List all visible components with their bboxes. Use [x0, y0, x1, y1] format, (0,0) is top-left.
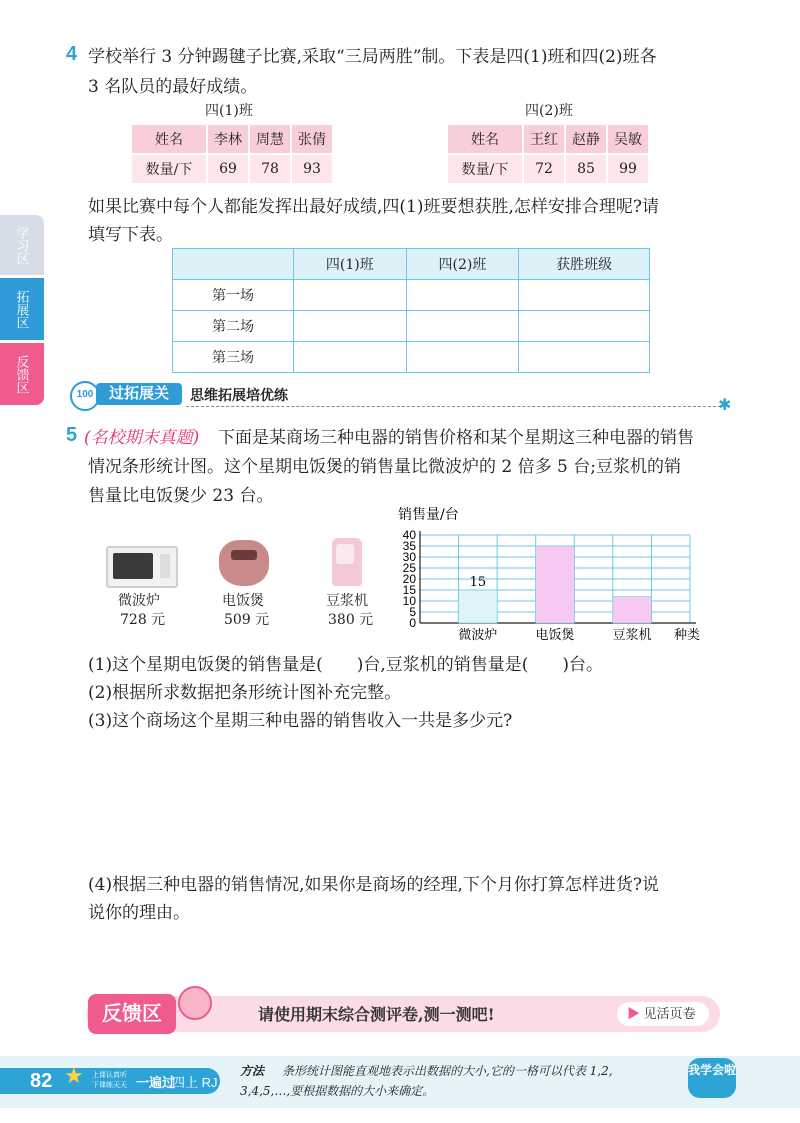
page-number: 82	[30, 1070, 53, 1092]
play-arrow-icon: ▶	[627, 1006, 641, 1021]
cell: 72	[523, 154, 565, 184]
y-tick-label: 35	[402, 539, 416, 553]
cell: 四(2)班	[406, 249, 519, 280]
side-tab-extend[interactable]	[0, 278, 44, 340]
q5-tag: (名校期末真题)	[84, 428, 200, 448]
class2-caption: 四(2)班	[525, 103, 573, 119]
star-icon: ✱	[718, 395, 732, 414]
cell: 99	[607, 154, 649, 184]
side-tab-feedback-label: 反馈区	[14, 354, 30, 394]
cell: 69	[207, 154, 249, 184]
side-tab-study-label: 学习区	[14, 225, 30, 265]
mascot-icon	[178, 986, 212, 1020]
bar-豆浆机	[613, 597, 652, 623]
learned-badge: 我学会啦	[688, 1058, 736, 1098]
section-logo-icon: 100	[70, 381, 100, 411]
sales-bar-chart	[390, 505, 730, 645]
method-text-2: 3,4,5,…,要根据数据的大小来确定。	[240, 1084, 435, 1098]
answer-cell[interactable]	[294, 311, 407, 342]
brand-name: 一遍过	[136, 1075, 176, 1090]
microwave-image	[106, 546, 178, 588]
product-price: 380 元	[328, 612, 374, 628]
q5-sub3: (3)这个商场这个星期三种电器的销售收入一共是多少元?	[88, 711, 513, 731]
q4-number: 4	[66, 43, 78, 65]
arrangement-table	[172, 248, 650, 373]
side-tab-study[interactable]	[0, 215, 44, 275]
product-name: 电饭煲	[222, 593, 264, 609]
cell: 赵静	[565, 125, 607, 154]
answer-cell[interactable]	[406, 280, 519, 311]
answer-cell[interactable]	[294, 280, 407, 311]
data-label: 15	[469, 575, 487, 590]
method-text-1: 条形统计图能直观地表示出数据的大小,它的一格可以代表 1,2,	[282, 1064, 613, 1078]
answer-cell[interactable]	[519, 342, 650, 373]
section-banner	[66, 381, 736, 414]
feedback-text: 请使用期末综合测评卷,测一测吧!	[258, 1005, 495, 1024]
answer-cell[interactable]	[406, 311, 519, 342]
q5-sub4-line2: 说你的理由。	[88, 903, 190, 923]
x-axis-label: 种类	[673, 628, 701, 643]
cell: 吴敏	[607, 125, 649, 154]
method-label: 方法	[240, 1064, 265, 1078]
y-tick-label: 10	[402, 594, 416, 608]
brand-slogan-2: 下课练天天	[92, 1082, 127, 1089]
feedback-label: 反馈区	[88, 994, 176, 1034]
cell: 85	[565, 154, 607, 184]
y-axis-label: 销售量/台	[398, 507, 459, 523]
y-tick-label: 25	[402, 561, 416, 575]
x-tick-label: 豆浆机	[612, 628, 652, 643]
section-line	[186, 406, 721, 407]
product-name: 豆浆机	[326, 593, 368, 609]
q5-number: 5	[66, 424, 78, 446]
see-sheet-button[interactable]	[617, 1002, 709, 1026]
q5-sub2: (2)根据所求数据把条形统计图补充完整。	[88, 683, 402, 703]
cell: 数量/下	[448, 154, 523, 184]
brand-star-icon: ★	[64, 1064, 84, 1089]
class1-score-table	[132, 125, 334, 185]
y-tick-label: 15	[402, 583, 416, 597]
class2-score-table	[448, 125, 650, 185]
side-tab-extend-label: 拓展区	[14, 289, 30, 329]
section-badge: 过拓展关	[96, 383, 182, 405]
cell: 李林	[207, 125, 249, 154]
y-tick-label: 40	[402, 528, 416, 542]
x-tick-label: 电饭煲	[535, 628, 575, 643]
row-label: 第二场	[173, 311, 294, 342]
section-title: 思维拓展培优练	[190, 387, 288, 403]
cell: 获胜班级	[519, 249, 650, 280]
answer-cell[interactable]	[519, 311, 650, 342]
q5-sub4-line1: (4)根据三种电器的销售情况,如果你是商场的经理,下个月你打算怎样进货?说	[88, 875, 660, 895]
cell: 王红	[523, 125, 565, 154]
rice-cooker-image	[219, 540, 269, 586]
soy-milk-maker-image	[332, 538, 362, 586]
cell	[173, 249, 294, 280]
q5-text-line1: 下面是某商场三种电器的销售价格和某个星期这三种电器的销售	[218, 428, 694, 448]
grade-label: 四上 RJ	[172, 1075, 218, 1090]
product-price: 728 元	[120, 612, 166, 628]
row-label: 第三场	[173, 342, 294, 373]
bar-微波炉	[459, 590, 498, 623]
y-tick-label: 20	[402, 572, 416, 586]
product-name: 微波炉	[118, 593, 160, 609]
cell: 张倩	[291, 125, 333, 154]
cell: 数量/下	[132, 154, 207, 184]
q4-text-line2: 3 名队员的最好成绩。	[88, 77, 258, 97]
product-price: 509 元	[224, 612, 270, 628]
bar-电饭煲	[536, 546, 575, 623]
cell: 78	[249, 154, 291, 184]
y-tick-label: 30	[402, 550, 416, 564]
q5-text-line3: 售量比电饭煲少 23 台。	[88, 486, 274, 506]
answer-cell[interactable]	[294, 342, 407, 373]
cell: 姓名	[132, 125, 207, 154]
cell: 周慧	[249, 125, 291, 154]
cell: 四(1)班	[294, 249, 407, 280]
q5-sub1: (1)这个星期电饭煲的销售量是( )台,豆浆机的销售量是( )台。	[88, 655, 604, 675]
cell: 姓名	[448, 125, 523, 154]
y-tick-label: 5	[409, 605, 416, 619]
x-tick-label: 微波炉	[458, 628, 498, 643]
row-label: 第一场	[173, 280, 294, 311]
side-tab-feedback[interactable]	[0, 343, 44, 405]
q4-text-line1: 学校举行 3 分钟踢毽子比赛,采取“三局两胜”制。下表是四(1)班和四(2)班各	[88, 47, 657, 67]
q5-text-line2: 情况条形统计图。这个星期电饭煲的销售量比微波炉的 2 倍多 5 台;豆浆机的销	[88, 457, 681, 477]
q4-ask-line2: 填写下表。	[88, 225, 173, 245]
cell: 93	[291, 154, 333, 184]
answer-cell[interactable]	[406, 342, 519, 373]
answer-cell[interactable]	[519, 280, 650, 311]
class1-caption: 四(1)班	[205, 103, 253, 119]
brand-slogan-1: 上课认真听	[92, 1072, 127, 1079]
see-sheet-label: 见活页卷	[643, 1006, 696, 1021]
q4-ask-line1: 如果比赛中每个人都能发挥出最好成绩,四(1)班要想获胜,怎样安排合理呢?请	[88, 197, 660, 217]
y-tick-label: 0	[409, 616, 416, 630]
